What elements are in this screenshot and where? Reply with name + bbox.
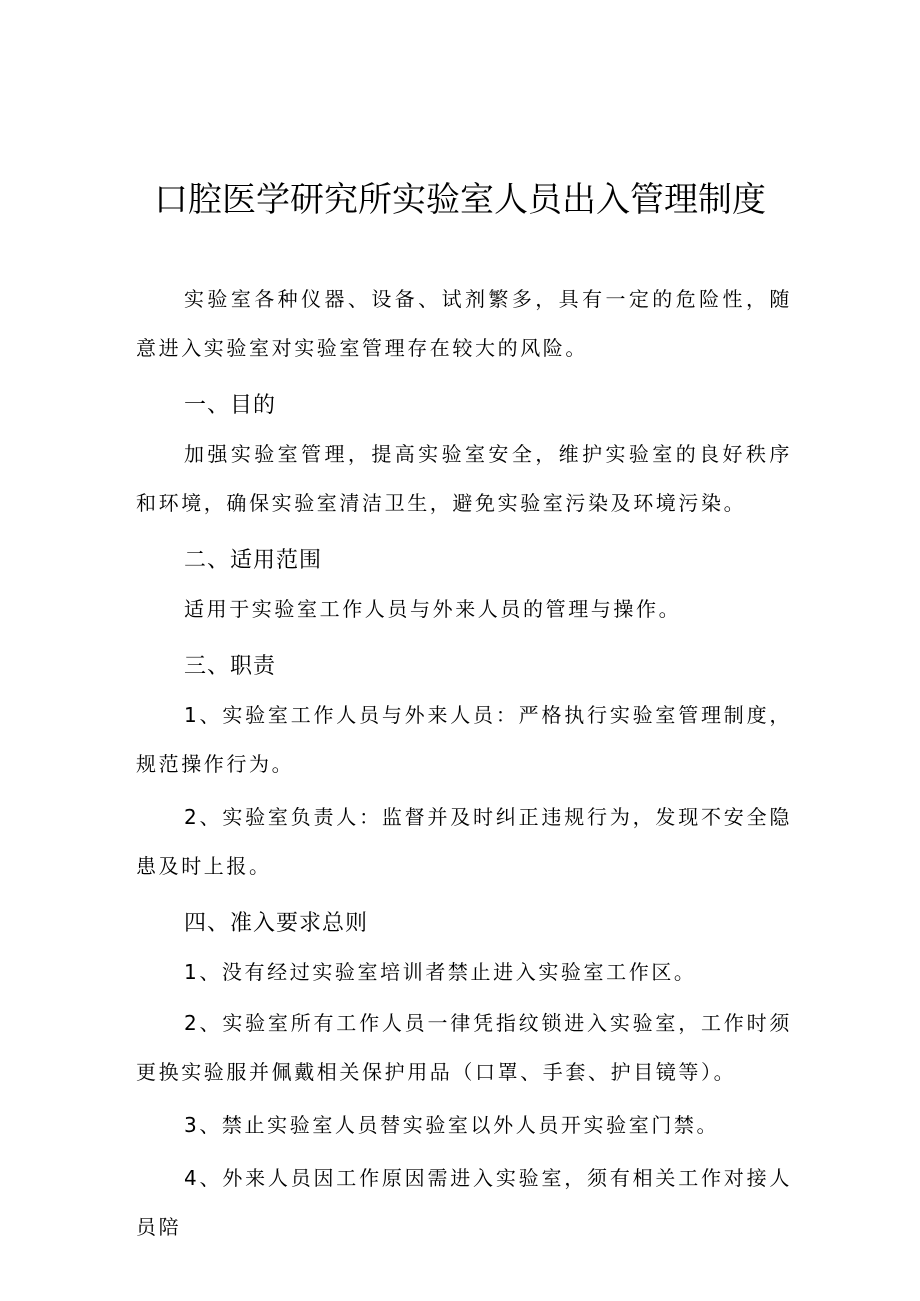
document-title: 口腔医学研究所实验室人员出入管理制度	[154, 180, 766, 220]
access-rule-3: 3、禁止实验室人员替实验室以外人员开实验室门禁。	[184, 1113, 720, 1137]
section-heading-scope: 二、适用范围	[184, 548, 323, 573]
document-body	[136, 275, 792, 1252]
access-rule-2: 2、实验室所有工作人员一律凭指纹锁进入实验室，工作时须更换实验服并佩戴相关保护用品（口罩、手套、护目镜等）。	[136, 1011, 792, 1084]
intro-paragraph: 实验室各种仪器、设备、试剂繁多，具有一定的危险性，随意进入实验室对实验室管理存在较大的风险。	[136, 287, 792, 360]
section-heading-access-requirements: 四、准入要求总则	[184, 911, 369, 936]
section-heading-purpose: 一、目的	[184, 393, 277, 418]
access-rule-1: 1、没有经过实验室培训者禁止进入实验室工作区。	[184, 960, 697, 984]
responsibility-item-2: 2、实验室负责人：监督并及时纠正违规行为，发现不安全隐患及时上报。	[136, 805, 792, 878]
responsibility-item-1: 1、实验室工作人员与外来人员：严格执行实验室管理制度，规范操作行为。	[136, 703, 792, 776]
access-rule-4: 4、外来人员因工作原因需进入实验室，须有相关工作对接人员陪	[136, 1166, 792, 1239]
section-heading-responsibilities: 三、职责	[184, 654, 277, 679]
purpose-paragraph: 加强实验室管理，提高实验室安全，维护实验室的良好秩序和环境，确保实验室清洁卫生，避免实验室污染及环境污染。	[136, 442, 792, 515]
scope-paragraph: 适用于实验室工作人员与外来人员的管理与操作。	[184, 597, 682, 621]
